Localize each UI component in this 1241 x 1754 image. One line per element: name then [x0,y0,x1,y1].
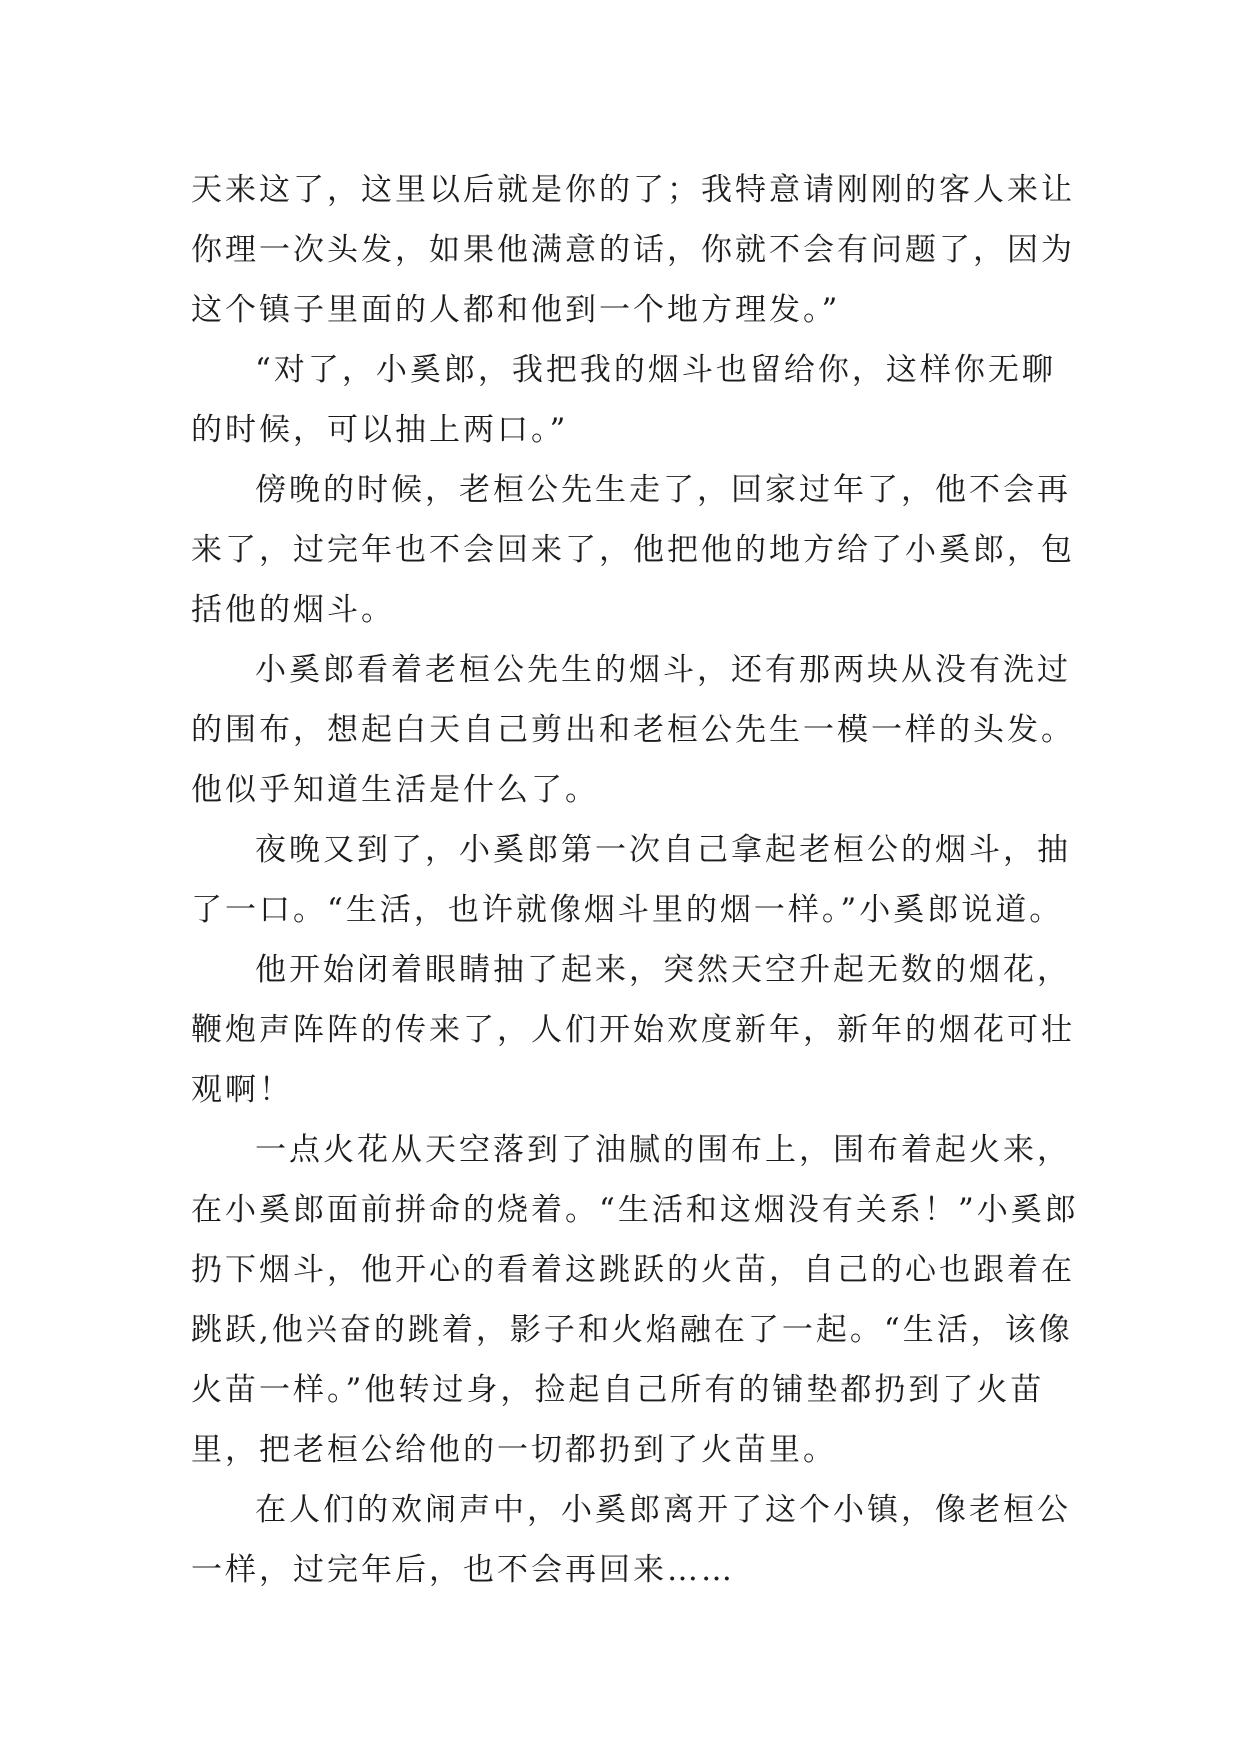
text-line: 括他的烟斗。 [191,592,395,628]
text-line: 鞭炮声阵阵的传来了，人们开始欢度新年，新年的烟花可壮 [191,1012,1075,1048]
text-line: 一样，过完年后，也不会再回来…… [191,1552,735,1588]
text-line: 的时候，可以抽上两口。” [191,412,569,448]
text-line: 的围布，想起白天自己剪出和老桓公先生一模一样的头发。 [191,712,1075,748]
paragraph-start-line: “对了，小奚郎，我把我的烟斗也留给你，这样你无聊 [255,352,1056,388]
text-line: 你理一次头发，如果他满意的话，你就不会有问题了，因为 [191,232,1075,268]
paragraph-start-line: 小奚郎看着老桓公先生的烟斗，还有那两块从没有洗过 [255,652,1071,688]
text-line: 他似乎知道生活是什么了。 [191,772,599,808]
paragraph-start-line: 一点火花从天空落到了油腻的围布上，围布着起火来， [255,1132,1071,1168]
text-line: 扔下烟斗，他开心的看着这跳跃的火苗，自己的心也跟着在 [191,1252,1075,1288]
paragraph-start-line: 在人们的欢闹声中，小奚郎离开了这个小镇，像老桓公 [255,1492,1071,1528]
text-line: 天来这了，这里以后就是你的了；我特意请刚刚的客人来让 [191,172,1075,208]
text-line: 了一口。“生活，也许就像烟斗里的烟一样。”小奚郎说道。 [191,892,1064,928]
text-line: 来了，过完年也不会回来了，他把他的地方给了小奚郎，包 [191,532,1075,568]
paragraph-start-line: 傍晚的时候，老桓公先生走了，回家过年了，他不会再 [255,472,1071,508]
text-line: 观啊！ [191,1072,293,1108]
text-line: 火苗一样。”他转过身，捡起自己所有的铺垫都扔到了火苗 [191,1372,1045,1408]
text-line: 在小奚郎面前拼命的烧着。“生活和这烟没有关系！”小奚郎 [191,1192,1079,1228]
paragraph-start-line: 夜晚又到了，小奚郎第一次自己拿起老桓公的烟斗，抽 [255,832,1071,868]
paragraph-start-line: 他开始闭着眼睛抽了起来，突然天空升起无数的烟花， [255,952,1071,988]
body-text [191,160,1079,1600]
text-line: 里，把老桓公给他的一切都扔到了火苗里。 [191,1432,837,1468]
text-line: 这个镇子里面的人都和他到一个地方理发。” [191,292,841,328]
text-line: 跳跃,他兴奋的跳着，影子和火焰融在了一起。“生活，该像 [191,1312,1073,1348]
